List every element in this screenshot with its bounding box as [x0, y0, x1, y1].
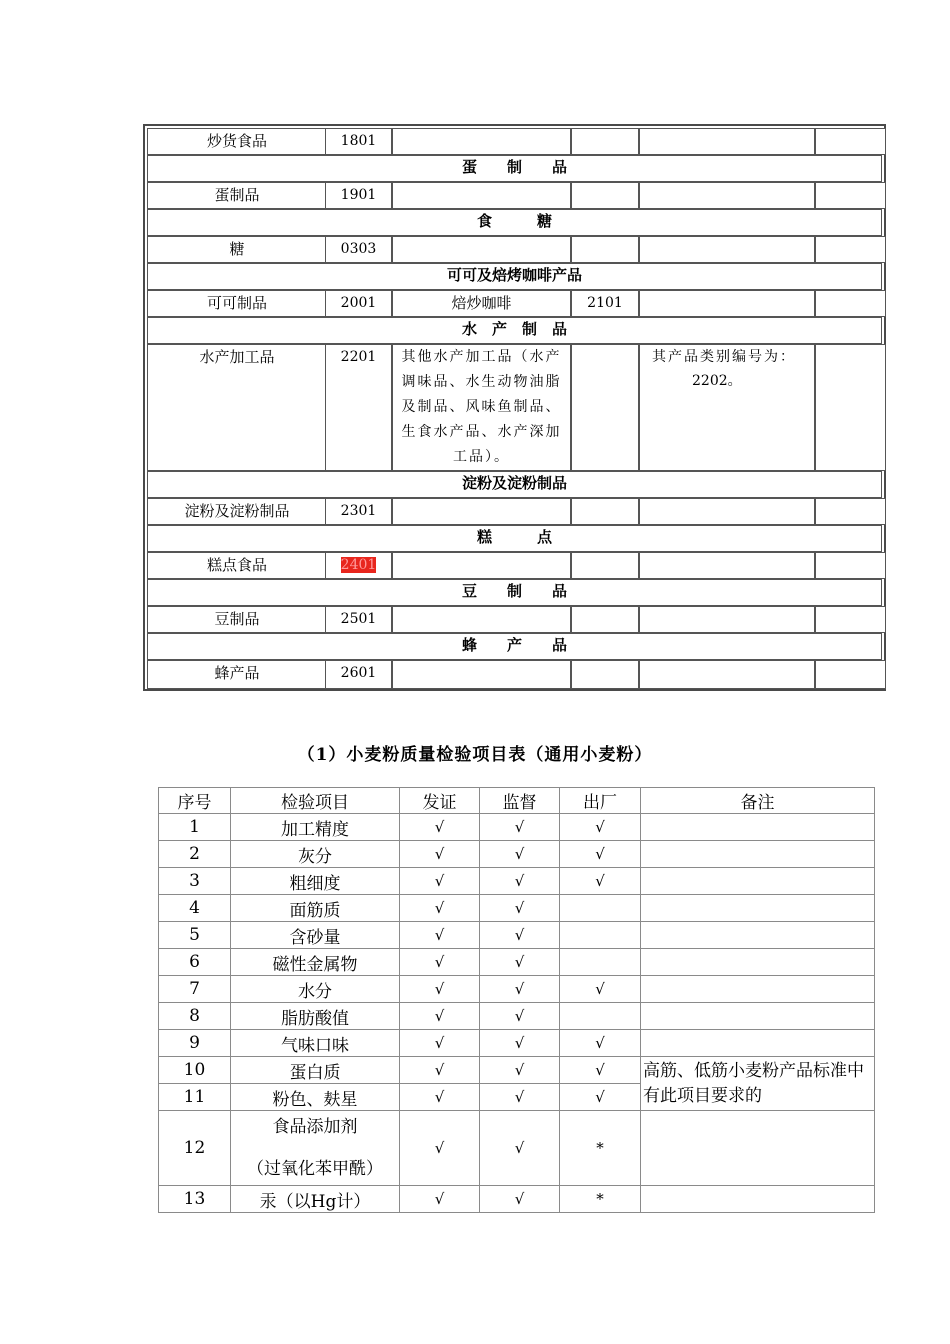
category-header: 食 糖	[147, 209, 882, 236]
column-header: 出厂	[560, 788, 641, 814]
row-number: 3	[159, 868, 231, 895]
check-mark: √	[560, 1084, 641, 1111]
note-text: 其产品类别编号为：	[652, 349, 796, 365]
check-mark: √	[480, 841, 560, 868]
table-row	[159, 868, 875, 895]
empty-cell	[815, 128, 886, 155]
empty-cell	[639, 182, 815, 209]
remark-empty	[641, 1030, 875, 1057]
product-code	[325, 498, 392, 525]
empty-cell	[639, 498, 815, 525]
check-mark: √	[480, 949, 560, 976]
check-mark: √	[400, 949, 480, 976]
product-name: 蛋制品	[147, 182, 327, 209]
table-row	[159, 1030, 875, 1057]
remark-empty	[641, 1003, 875, 1030]
product-name: 水产加工品	[147, 344, 327, 471]
table-row	[145, 552, 884, 579]
remark-empty	[641, 868, 875, 895]
item-name: 磁性金属物	[231, 949, 400, 976]
category-header: 豆 制 品	[147, 579, 882, 606]
check-mark: √	[400, 976, 480, 1003]
check-mark: √	[480, 922, 560, 949]
category-header-row	[145, 317, 884, 344]
item-name: 水分	[231, 976, 400, 1003]
remark-empty	[641, 814, 875, 841]
empty-cell	[815, 344, 886, 471]
category-header-row	[145, 525, 884, 552]
row-number: 1	[159, 814, 231, 841]
empty-cell	[571, 182, 639, 209]
empty-cell	[639, 236, 815, 263]
spacer	[231, 1139, 399, 1157]
product-name: 蜂产品	[147, 660, 327, 689]
item-name: 含砂量	[231, 922, 400, 949]
category-header-row	[145, 155, 884, 182]
table-row	[159, 976, 875, 1003]
check-mark: √	[400, 1186, 480, 1213]
table-row	[145, 182, 884, 209]
empty-cell	[571, 606, 639, 633]
remark-empty	[641, 1186, 875, 1213]
item-name: 灰分	[231, 841, 400, 868]
column-header: 检验项目	[231, 788, 400, 814]
item-name: 粉色、麸星	[231, 1084, 400, 1111]
category-header-row	[145, 263, 884, 290]
category-header: 淀粉及淀粉制品	[147, 471, 882, 498]
check-mark: √	[560, 976, 641, 1003]
table-row	[159, 1111, 875, 1186]
check-mark: √	[400, 1030, 480, 1057]
remark: 高筋、低筋小麦粉产品标准中有此项目要求的	[641, 1057, 875, 1111]
check-mark: √	[480, 1030, 560, 1057]
table-row	[159, 841, 875, 868]
product-name-2: 其他水产加工品（水产调味品、水生动物油脂及制品、风味鱼制品、生食水产品、水产深加工品）。	[392, 344, 571, 471]
check-mark: √	[400, 814, 480, 841]
category-header: 蛋 制 品	[147, 155, 882, 182]
check-mark: √	[480, 1111, 560, 1186]
category-header: 蜂 产 品	[147, 633, 882, 660]
row-number: 7	[159, 976, 231, 1003]
product-code	[325, 128, 392, 155]
check-mark: √	[480, 895, 560, 922]
row-number: 2	[159, 841, 231, 868]
table-row	[145, 128, 884, 155]
check-mark: *	[560, 1111, 641, 1186]
category-header: 糕 点	[147, 525, 882, 552]
check-mark: √	[480, 976, 560, 1003]
item-name: 蛋白质	[231, 1057, 400, 1084]
product-name: 糕点食品	[147, 552, 327, 579]
code-value: 2401	[340, 557, 377, 573]
product-note	[639, 344, 815, 471]
check-mark: √	[480, 1057, 560, 1084]
remark-empty	[641, 976, 875, 1003]
code-value: 2001	[340, 295, 377, 311]
check-mark: √	[560, 1030, 641, 1057]
category-header-row	[145, 471, 884, 498]
empty-cell	[639, 606, 815, 633]
check-mark	[560, 922, 641, 949]
product-code	[325, 344, 392, 471]
empty-cell	[571, 498, 639, 525]
category-header-row	[145, 633, 884, 660]
empty-cell	[392, 606, 571, 633]
empty-cell	[392, 552, 571, 579]
table-row	[145, 606, 884, 633]
empty-cell	[571, 660, 639, 689]
empty-cell	[392, 236, 571, 263]
code-value: 0303	[340, 241, 377, 257]
empty-cell	[392, 182, 571, 209]
item-name: 加工精度	[231, 814, 400, 841]
remark-empty	[641, 895, 875, 922]
column-header: 发证	[400, 788, 480, 814]
row-number: 11	[159, 1084, 231, 1111]
row-number: 6	[159, 949, 231, 976]
item-name: 汞（以Hg计）	[231, 1186, 400, 1213]
row-number: 10	[159, 1057, 231, 1084]
remark-empty	[641, 1111, 875, 1186]
empty-cell	[639, 552, 815, 579]
code-value: 2201	[340, 349, 377, 365]
category-header: 水 产 制 品	[147, 317, 882, 344]
remark-empty	[641, 949, 875, 976]
check-mark	[560, 949, 641, 976]
check-mark: √	[560, 1057, 641, 1084]
empty-cell	[571, 236, 639, 263]
empty-cell	[815, 290, 886, 317]
empty-cell	[815, 660, 886, 689]
table-row	[145, 290, 884, 317]
remark-empty	[641, 922, 875, 949]
empty-cell	[815, 606, 886, 633]
empty-cell	[639, 660, 815, 689]
table-row	[145, 660, 884, 689]
item-line-2: （过氧化苯甲酰）	[247, 1159, 383, 1179]
product-code	[325, 606, 392, 633]
empty-cell	[815, 498, 886, 525]
table-row	[159, 1003, 875, 1030]
table-row	[159, 814, 875, 841]
check-mark	[560, 895, 641, 922]
category-header-row	[145, 579, 884, 606]
check-mark: √	[400, 1003, 480, 1030]
check-mark: √	[480, 1084, 560, 1111]
item-name: 粗细度	[231, 868, 400, 895]
check-mark: √	[480, 1186, 560, 1213]
product-name: 炒货食品	[147, 128, 327, 155]
code-value: 2501	[340, 611, 377, 627]
table-row	[159, 895, 875, 922]
empty-cell	[571, 552, 639, 579]
table-row	[145, 344, 884, 471]
code-value: 1901	[340, 187, 377, 203]
remark-empty	[641, 841, 875, 868]
check-mark: √	[480, 814, 560, 841]
empty-cell	[815, 552, 886, 579]
check-mark: √	[400, 1057, 480, 1084]
check-mark: √	[400, 1084, 480, 1111]
empty-cell	[392, 498, 571, 525]
check-mark: √	[400, 922, 480, 949]
empty-cell	[815, 236, 886, 263]
check-mark: √	[560, 841, 641, 868]
item-name: 气味口味	[231, 1030, 400, 1057]
item-name: 面筋质	[231, 895, 400, 922]
code-value: 2301	[340, 503, 377, 519]
product-code	[325, 236, 392, 263]
row-number: 13	[159, 1186, 231, 1213]
empty-cell	[639, 128, 815, 155]
product-name: 淀粉及淀粉制品	[147, 498, 327, 525]
check-mark: √	[400, 895, 480, 922]
check-mark: √	[400, 1111, 480, 1186]
check-mark: √	[480, 1003, 560, 1030]
table-row	[145, 498, 884, 525]
product-code	[325, 290, 392, 317]
note-code: 2202。	[692, 373, 742, 389]
item-name	[231, 1111, 400, 1186]
check-mark: √	[400, 841, 480, 868]
code-value: 1801	[340, 133, 377, 149]
table-row	[145, 236, 884, 263]
code-value: 2601	[340, 665, 377, 681]
check-mark	[560, 1003, 641, 1030]
wheat-flour-inspection-table	[158, 787, 875, 1213]
empty-cell	[392, 660, 571, 689]
empty-cell	[815, 182, 886, 209]
product-code-2: 2101	[571, 290, 639, 317]
product-name: 豆制品	[147, 606, 327, 633]
check-mark: √	[560, 868, 641, 895]
row-number: 8	[159, 1003, 231, 1030]
header-row	[159, 788, 875, 814]
check-mark: *	[560, 1186, 641, 1213]
product-code	[325, 660, 392, 689]
product-code	[325, 552, 392, 579]
row-number: 12	[159, 1111, 231, 1186]
table-row	[159, 1186, 875, 1213]
column-header: 备注	[641, 788, 875, 814]
category-header: 可可及焙烤咖啡产品	[147, 263, 882, 290]
row-number: 9	[159, 1030, 231, 1057]
column-header: 序号	[159, 788, 231, 814]
item-line-1: 食品添加剂	[272, 1117, 358, 1137]
product-name: 糖	[147, 236, 327, 263]
item-name: 脂肪酸值	[231, 1003, 400, 1030]
product-code	[325, 182, 392, 209]
table-row	[159, 1057, 875, 1084]
category-header-row	[145, 209, 884, 236]
empty-cell	[571, 344, 639, 471]
section-title: （1）小麦粉质量检验项目表（通用小麦粉）	[297, 745, 653, 765]
row-number: 5	[159, 922, 231, 949]
product-category-table	[143, 124, 886, 691]
empty-cell	[392, 128, 571, 155]
row-number: 4	[159, 895, 231, 922]
column-header: 监督	[480, 788, 560, 814]
empty-cell	[639, 290, 815, 317]
table-row	[159, 922, 875, 949]
check-mark: √	[560, 814, 641, 841]
product-name: 可可制品	[147, 290, 327, 317]
check-mark: √	[400, 868, 480, 895]
check-mark: √	[480, 868, 560, 895]
product-name-2: 焙炒咖啡	[392, 290, 571, 317]
table-row	[159, 949, 875, 976]
empty-cell	[571, 128, 639, 155]
